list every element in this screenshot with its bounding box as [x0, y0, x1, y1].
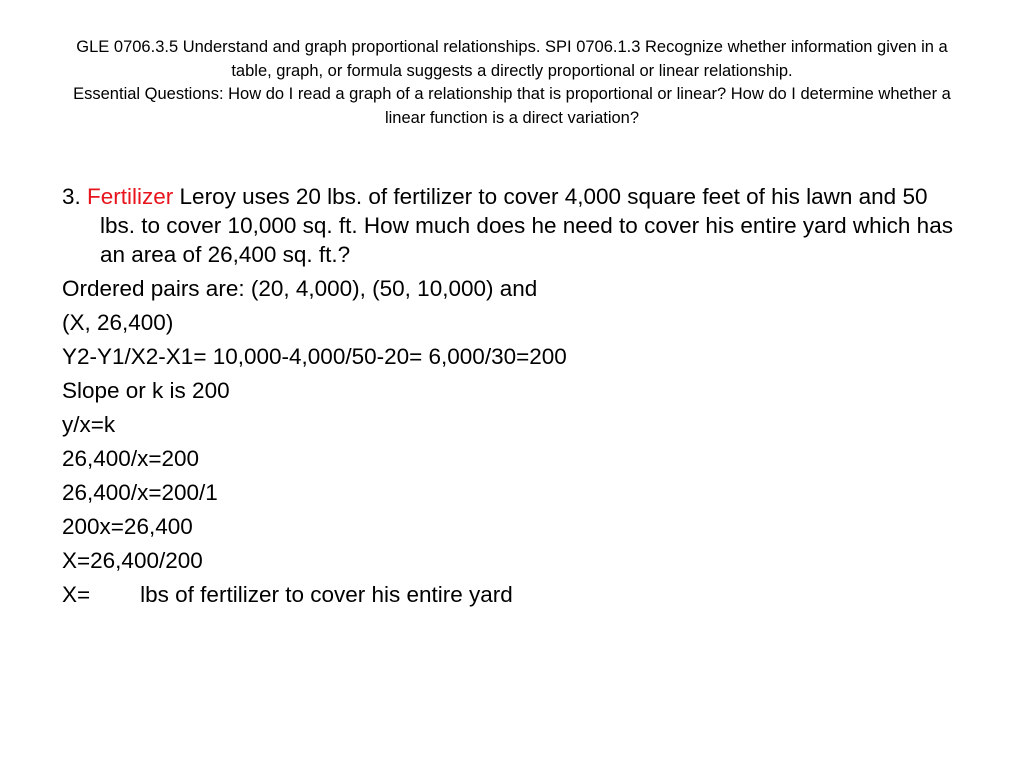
- problem-text: Leroy uses 20 lbs. of fertilizer to cover 4,000 square feet of his lawn and 50 lbs. to cover 10,000 sq. ft. How much does he need to cover his entire yard which has an area of 26,400 sq. ft.?: [100, 184, 953, 267]
- step-slope-formula: Y2-Y1/X2-X1= 10,000-4,000/50-20= 6,000/30=200: [62, 344, 567, 369]
- standards-text: GLE 0706.3.5 Understand and graph proportional relationships. SPI 0706.1.3 Recognize whether information given in a table, graph, or formula suggests a directly proportional or linear relationship.: [76, 38, 948, 80]
- step-proportion: 26,400/x=200/1: [62, 480, 218, 505]
- slide-body: [62, 182, 962, 614]
- step-divide: X=26,400/200: [62, 548, 203, 573]
- step-answer: X= lbs of fertilizer to cover his entire yard: [62, 582, 513, 607]
- problem-number: 3.: [62, 184, 88, 209]
- step-cross-multiply: 200x=26,400: [62, 514, 193, 539]
- problem-title: Fertilizer: [87, 184, 174, 209]
- step-unknown-pair: (X, 26,400): [62, 310, 174, 335]
- step-slope-result: Slope or k is 200: [62, 378, 230, 403]
- essential-questions-text: Essential Questions: How do I read a graph of a relationship that is proportional or linear? How do I determine whether a linear function is a direct variation?: [73, 85, 951, 127]
- slide-header: [60, 36, 964, 130]
- step-direct-variation: y/x=k: [62, 412, 116, 437]
- problem-statement: [62, 182, 962, 269]
- step-substitute: 26,400/x=200: [62, 446, 199, 471]
- step-ordered-pairs: Ordered pairs are: (20, 4,000), (50, 10,000) and: [62, 276, 538, 301]
